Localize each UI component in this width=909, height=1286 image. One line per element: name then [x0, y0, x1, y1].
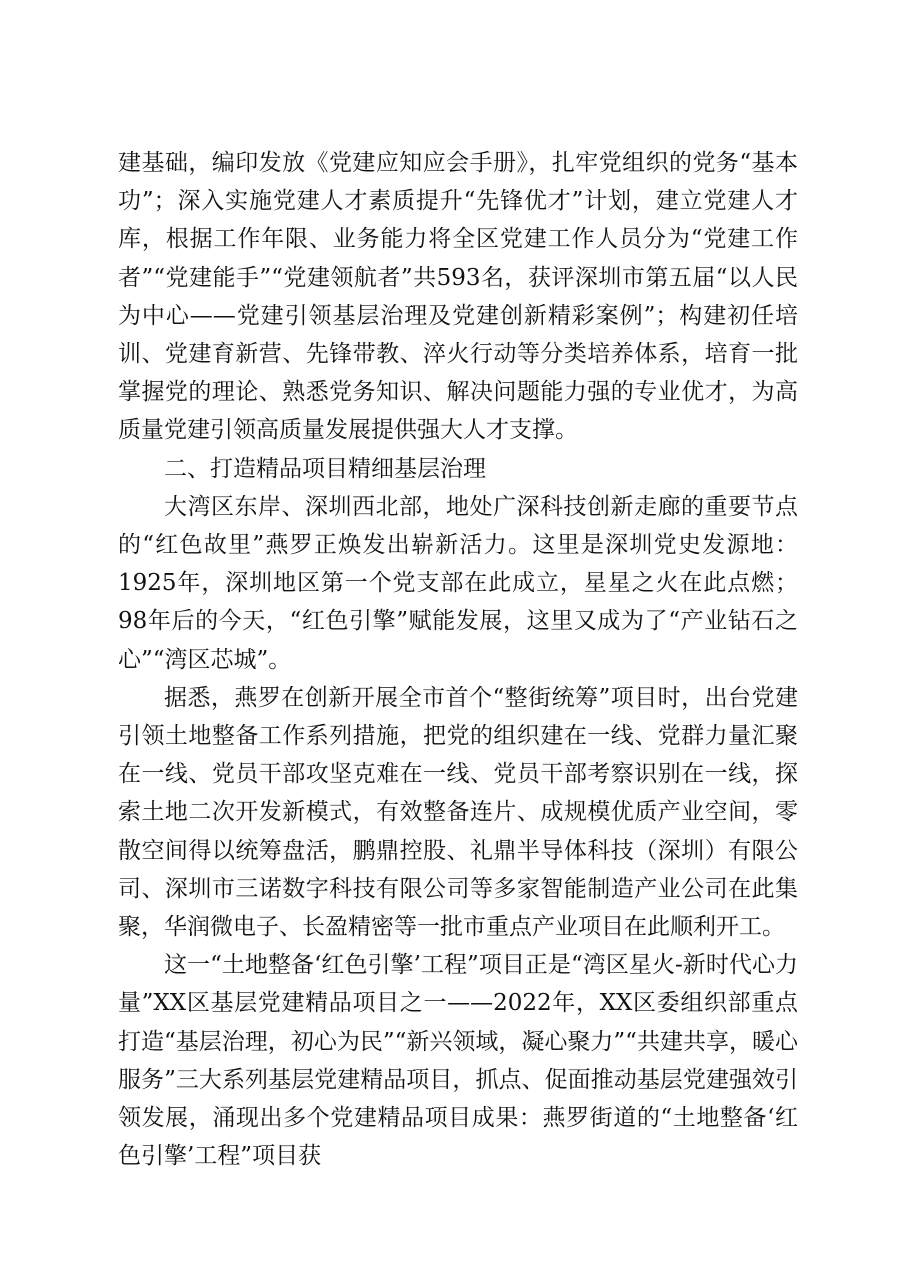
- paragraph-talent-foundation: 建基础，编印发放《党建应知应会手册》，扎牢党组织的党务“基本功”；深入实施党建人才素质提升“先锋优才”计划，建立党建人才库，根据工作年限、业务能力将全区党建工作人员分为“党建工作者”“党建能手”“党建领航者”共593名，获评深圳市第五届“以人民为中心——党建引领基层治理及党建创新精彩案例”；构建初任培训、党建育新营、先锋带教、淬火行动等分类培养体系，培育一批掌握党的理论、熟悉党务知识、解决问题能力强的专业优才，为高质量党建引领高质量发展提供强大人才支撑。: [118, 150, 798, 444]
- paragraph-yanluo-red-hometown: 大湾区东岸、深圳西北部，地处广深科技创新走廊的重要节点的“红色故里”燕罗正焕发出崭新活力。这里是深圳党史发源地：1925年，深圳地区第一个党支部在此成立，星星之火在此点燃；98年后的今天，“红色引擎”赋能发展，这里又成为了“产业钻石之心”“湾区芯城”。: [118, 493, 798, 673]
- section-heading-quality-projects: 二、打造精品项目精细基层治理: [164, 455, 486, 482]
- paragraph-red-engine-project: 这一“土地整备‘红色引擎’工程”项目正是“湾区星火-新时代心力量”XX区基层党建精品项目之一——2022年，XX区委组织部重点打造“基层治理，初心为民”“新兴领域，凝心聚力”“共建共享，暖心服务”三大系列基层党建精品项目，抓点、促面推动基层党建强效引领发展，涌现出多个党建精品项目成果：燕罗街道的“土地整备‘红色引擎’工程”项目获: [118, 952, 798, 1170]
- document-body: [118, 144, 798, 1175]
- paragraph-land-preparation: 据悉，燕罗在创新开展全市首个“整街统筹”项目时，出台党建引领土地整备工作系列措施，把党的组织建在一线、党群力量汇聚在一线、党员干部攻坚克难在一线、党员干部考察识别在一线，探索土地二次开发新模式，有效整备连片、成规模优质产业空间，零散空间得以统筹盘活，鹏鼎控股、礼鼎半导体科技（深圳）有限公司、深圳市三诺数字科技有限公司等多家智能制造产业公司在此集聚，华润微电子、长盈精密等一批市重点产业项目在此顺利开工。: [118, 684, 798, 941]
